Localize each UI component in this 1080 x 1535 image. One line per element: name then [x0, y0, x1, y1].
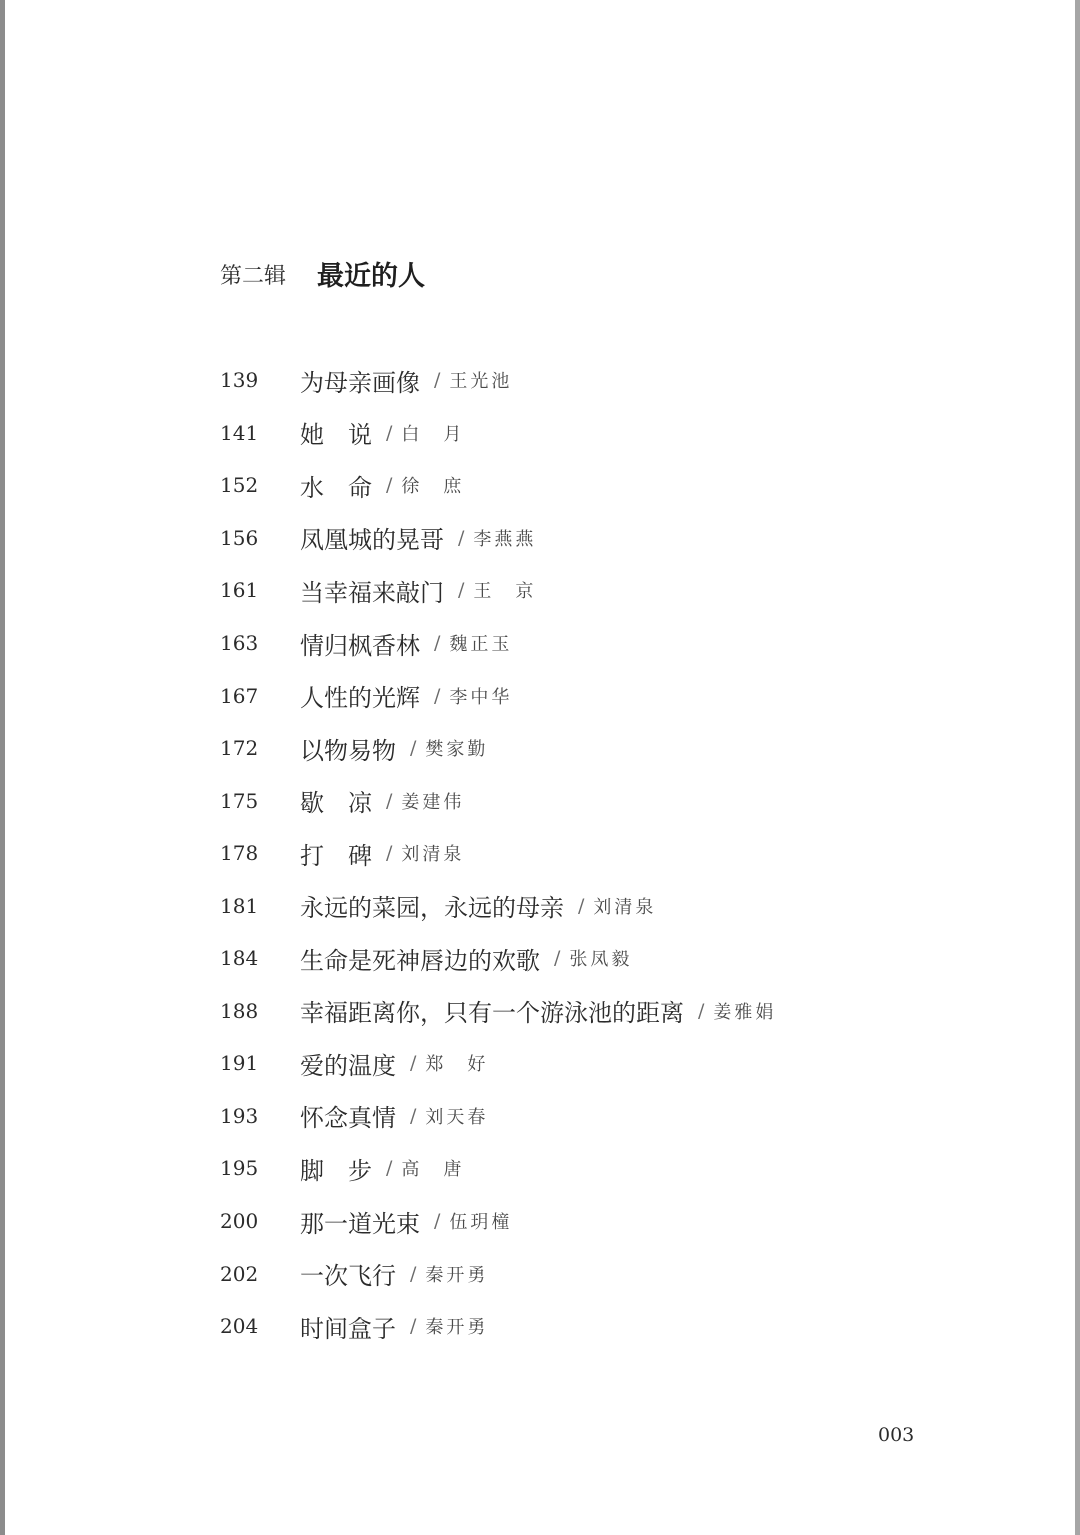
- table-of-contents: [220, 354, 980, 1352]
- toc-page-number: 167: [220, 683, 259, 708]
- section-label: 第二辑: [220, 264, 287, 289]
- toc-separator: /: [578, 894, 585, 917]
- toc-entry-title: 脚 步: [300, 1156, 372, 1185]
- toc-entry-author: 白 月: [401, 423, 465, 445]
- toc-separator: /: [386, 842, 393, 865]
- toc-separator: /: [410, 1052, 417, 1075]
- toc-entry: [220, 1142, 980, 1195]
- toc-entry: [220, 1037, 980, 1090]
- toc-page-number: 172: [220, 736, 259, 761]
- toc-page-number: 188: [220, 998, 259, 1023]
- toc-page-number: 181: [220, 893, 259, 918]
- toc-entry: [220, 985, 980, 1038]
- toc-entry-title: 歇 凉: [300, 789, 372, 818]
- toc-page-number: 152: [220, 473, 259, 498]
- toc-separator: /: [410, 1262, 417, 1285]
- toc-entry: [220, 459, 980, 512]
- toc-separator: /: [434, 632, 441, 654]
- toc-separator: /: [458, 526, 465, 549]
- toc-entry-author: 徐 庶: [401, 476, 465, 498]
- toc-entry-author: 姜雅娟: [713, 1001, 777, 1023]
- toc-page-number: 202: [220, 1261, 259, 1286]
- toc-entry-author: 高 唐: [401, 1159, 465, 1181]
- toc-separator: /: [386, 1157, 393, 1180]
- toc-separator: /: [386, 474, 393, 497]
- toc-page-number: 191: [220, 1051, 259, 1076]
- toc-page-number: 163: [220, 631, 259, 655]
- toc-entry-author: 张凤毅: [569, 949, 633, 971]
- toc-separator: /: [410, 737, 417, 760]
- toc-entry-author: 刘清泉: [593, 896, 657, 918]
- toc-entry: [220, 407, 980, 460]
- toc-entry-author: 李中华: [449, 686, 513, 708]
- toc-entry: [220, 1247, 980, 1300]
- toc-entry-title: 当幸福来敲门: [300, 578, 444, 607]
- toc-page-number: 161: [220, 578, 259, 603]
- section-title: 最近的人: [317, 261, 425, 292]
- toc-entry-title: 永远的菜园，永远的母亲: [300, 894, 564, 923]
- toc-page-number: 195: [220, 1156, 259, 1181]
- toc-entry: [220, 879, 980, 932]
- toc-separator: /: [434, 1210, 441, 1233]
- toc-separator: /: [458, 579, 465, 602]
- toc-entry: [220, 827, 980, 880]
- toc-entry-author: 王 京: [473, 581, 537, 603]
- toc-entry-author: 姜建伟: [401, 791, 465, 813]
- toc-page-number: 204: [220, 1314, 259, 1339]
- toc-entry-author: 樊家勤: [425, 739, 489, 761]
- toc-entry-author: 王光池: [449, 371, 513, 393]
- toc-entry-title: 情归枫香林: [300, 631, 420, 660]
- toc-entry-title: 凤凰城的晃哥: [300, 526, 444, 555]
- page-number-folio: 003: [878, 1424, 915, 1446]
- toc-separator: /: [410, 1104, 417, 1127]
- toc-entry: [220, 669, 980, 722]
- toc-entry: [220, 722, 980, 775]
- toc-page-number: 200: [220, 1209, 259, 1234]
- toc-entry: [220, 1300, 980, 1353]
- toc-page-number: 184: [220, 946, 259, 971]
- toc-entry-title: 以物易物: [300, 736, 396, 765]
- toc-entry-author: 魏正玉: [449, 634, 513, 655]
- toc-entry: [220, 932, 980, 985]
- toc-page-number: 139: [220, 368, 259, 393]
- toc-separator: /: [410, 1315, 417, 1338]
- toc-entry-author: 郑 好: [425, 1054, 489, 1076]
- toc-entry: [220, 774, 980, 827]
- toc-page-number: 178: [220, 841, 259, 866]
- toc-entry: [220, 1090, 980, 1143]
- toc-separator: /: [434, 369, 441, 392]
- toc-entry: [220, 617, 980, 670]
- toc-page-number: 141: [220, 420, 259, 445]
- toc-entry-title: 时间盒子: [300, 1314, 396, 1343]
- toc-entry-title: 打 碑: [300, 841, 372, 870]
- toc-entry-title: 生命是死神唇边的欢歌: [300, 946, 540, 975]
- toc-entry-author: 秦开勇: [425, 1317, 489, 1339]
- toc-entry-author: 刘清泉: [401, 844, 465, 866]
- toc-entry: [220, 512, 980, 565]
- toc-separator: /: [698, 999, 705, 1022]
- toc-entry-title: 幸福距离你，只有一个游泳池的距离: [300, 999, 684, 1028]
- toc-entry-author: 伍玥橦: [449, 1212, 513, 1234]
- toc-entry-author: 李燕燕: [473, 528, 537, 550]
- toc-entry-title: 为母亲画像: [300, 368, 420, 397]
- toc-entry-title: 人性的光辉: [300, 684, 420, 713]
- toc-entry: [220, 1195, 980, 1248]
- page-left-edge: [0, 0, 5, 1535]
- toc-entry-title: 她 说: [300, 421, 372, 450]
- toc-entry: [220, 564, 980, 617]
- toc-separator: /: [386, 421, 393, 444]
- toc-entry-title: 一次飞行: [300, 1262, 396, 1291]
- toc-entry-title: 怀念真情: [300, 1104, 396, 1133]
- toc-page-number: 156: [220, 525, 259, 550]
- toc-page-number: 175: [220, 788, 259, 813]
- page-right-edge: [1075, 0, 1080, 1535]
- toc-entry-title: 水 命: [300, 473, 372, 502]
- toc-entry-author: 秦开勇: [425, 1264, 489, 1286]
- toc-entry-title: 爱的温度: [300, 1051, 396, 1080]
- toc-separator: /: [434, 684, 441, 707]
- toc-separator: /: [554, 947, 561, 970]
- toc-page-number: 193: [220, 1103, 259, 1128]
- toc-entry: [220, 354, 980, 407]
- toc-entry-title: 那一道光束: [300, 1209, 420, 1238]
- toc-entry-author: 刘天春: [425, 1106, 489, 1128]
- toc-separator: /: [386, 789, 393, 812]
